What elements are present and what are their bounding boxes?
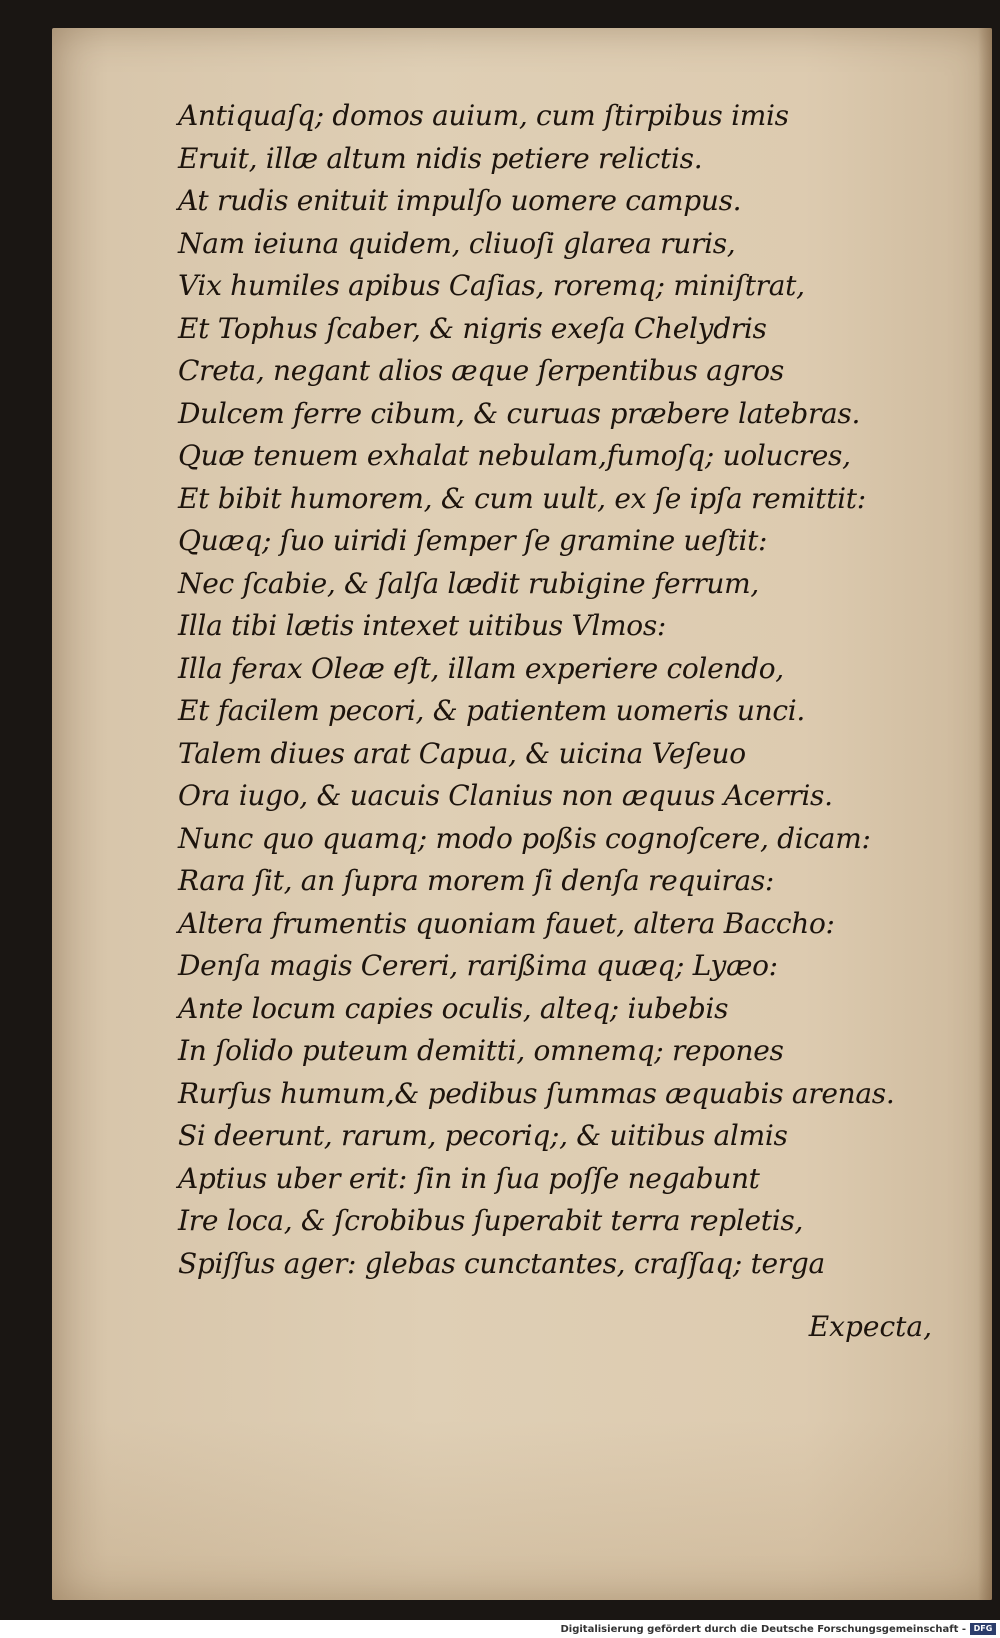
verse-line: At rudis enituit impulſo uomere campus. (178, 184, 742, 217)
verse-line: Nam ieiuna quidem, cliuoſi glarea ruris, (178, 226, 736, 260)
verse-line: Nunc quo quamq; modo poßis cognoſcere, dicam: (178, 821, 871, 855)
digitization-footer (0, 1620, 1000, 1638)
verse-line: Ire loca, & ſcrobibus ſuperabit terra repletis, (178, 1204, 804, 1237)
verse-line: Et bibit humorem, & cum uult, ex ſe ipſa remittit: (178, 481, 866, 515)
dfg-logo: DFG (970, 1623, 996, 1635)
verse-line: Ora iugo, & uacuis Clanius non æquus Acerris. (178, 779, 833, 812)
verse-line: Si deerunt, rarum, pecoriq;, & uitibus almis (178, 1119, 788, 1152)
verse-line: Et facilem pecori, & patientem uomeris unci. (178, 694, 805, 727)
page-edge-shadow (978, 28, 992, 1600)
verse-line: Antiquaſq; domos auium, cum ſtirpibus imis (178, 99, 789, 132)
verse-line: Dulcem ferre cibum, & curuas præbere latebras. (178, 396, 861, 430)
verse-line: Quæq; ſuo uiridi ſemper ſe gramine ueſtit: (178, 524, 768, 557)
verse-line: Eruit, illæ altum nidis petiere relictis. (178, 141, 703, 175)
funding-credit: Digitalisierung gefördert durch die Deutsche Forschungsgemeinschaft - (560, 1623, 966, 1635)
verse-line: Creta, negant alios æque ſerpentibus agros (178, 354, 784, 387)
verse-line: Aptius uber erit: ſin in ſua poſſe negabunt (178, 1161, 760, 1195)
paper-stain (52, 1420, 992, 1600)
catchword: Expecta, (808, 1310, 932, 1343)
verse-line: Quæ tenuem exhalat nebulam,fumoſq; uolucres, (178, 439, 851, 472)
verse-line: In ſolido puteum demitti, omnemq; repones (178, 1034, 784, 1067)
verse-line: Nec ſcabie, & ſalſa lædit rubigine ferrum, (178, 566, 760, 600)
verse-line: Rurſus humum,& pedibus ſummas æquabis arenas. (178, 1076, 895, 1110)
verse-line: Illa ferax Oleæ eſt, illam experiere colendo, (178, 651, 784, 685)
verse-line: Rara ſit, an ſupra morem ſi denſa requiras: (178, 864, 775, 897)
verse-line: Denſa magis Cereri, rarißima quæq; Lyæo: (178, 949, 778, 982)
verse-line: Altera frumentis quoniam fauet, altera Baccho: (178, 906, 835, 940)
verse-line: Et Tophus ſcaber, & nigris exeſa Chelydris (178, 311, 767, 345)
verse-line: Vix humiles apibus Caſias, roremq; miniſtrat, (178, 269, 805, 302)
verse-line: Spiſſus ager: glebas cunctantes, craſſaq; terga (178, 1246, 825, 1280)
verse-line: Ante locum capies oculis, alteq; iubebis (178, 991, 729, 1025)
verse-text-block (178, 95, 918, 1285)
verse-line: Illa tibi lætis intexet uitibus Vlmos: (178, 609, 667, 642)
verse-line: Talem diues arat Capua, & uicina Veſeuo (178, 736, 746, 770)
